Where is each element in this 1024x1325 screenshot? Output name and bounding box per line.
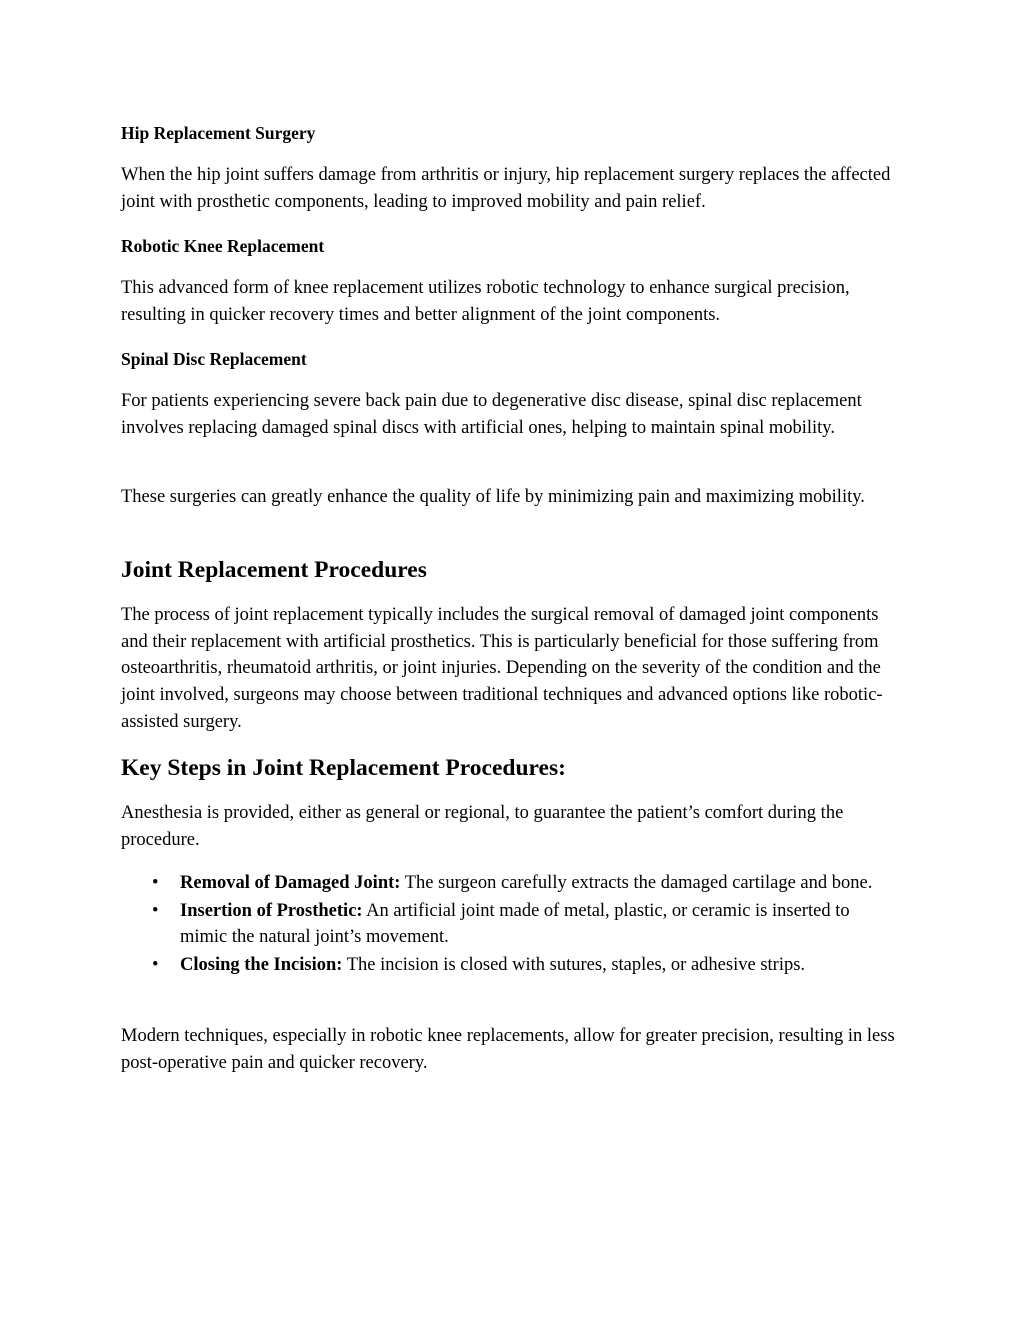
step-text: An artificial joint made of metal, plastic, or ceramic is inserted to mimic the natural joint’s movement. bbox=[180, 900, 850, 948]
step-text: The incision is closed with sutures, staples, or adhesive strips. bbox=[342, 955, 806, 976]
spinal-disc-paragraph: For patients experiencing severe back pain due to degenerative disc disease, spinal disc replacement involves replacing damaged spinal discs with artificial ones, helping to maintain spinal mobility. bbox=[121, 391, 862, 438]
hip-replacement-paragraph: When the hip joint suffers damage from arthritis or injury, hip replacement surgery replaces the affected joint with prosthetic components, leading to improved mobility and pain relief. bbox=[121, 165, 891, 212]
step-term: Removal of Damaged Joint: bbox=[180, 873, 401, 893]
robotic-knee-heading: Robotic Knee Replacement bbox=[121, 236, 325, 256]
bullet-icon: • bbox=[152, 955, 159, 976]
summary-paragraph: These surgeries can greatly enhance the quality of life by minimizing pain and maximizing mobility. bbox=[121, 487, 865, 507]
procedures-paragraph: The process of joint replacement typically includes the surgical removal of damaged joint components and their replacement with artificial prosthetics. This is particularly beneficial for those suffering from osteoarthritis, rheumatoid arthritis, or joint injuries. Depending on the severity of the condition and the joint involved, surgeons may choose between traditional techniques and advanced options like robotic-assisted surgery. bbox=[121, 605, 883, 732]
bullet-icon: • bbox=[152, 900, 159, 921]
hip-replacement-heading: Hip Replacement Surgery bbox=[121, 123, 316, 143]
spinal-disc-heading: Spinal Disc Replacement bbox=[121, 349, 307, 369]
list-item bbox=[121, 952, 896, 979]
bullet-icon: • bbox=[152, 873, 159, 893]
anesthesia-paragraph: Anesthesia is provided, either as general or regional, to guarantee the patient’s comfort during the procedure. bbox=[121, 803, 844, 850]
key-steps-list bbox=[121, 870, 896, 980]
joint-replacement-procedures-heading: Joint Replacement Procedures bbox=[121, 557, 427, 583]
step-term: Closing the Incision: bbox=[180, 955, 343, 976]
list-item bbox=[121, 870, 896, 897]
step-term: Insertion of Prosthetic: bbox=[180, 900, 363, 921]
step-text: The surgeon carefully extracts the damaged cartilage and bone. bbox=[400, 873, 873, 893]
key-steps-heading: Key Steps in Joint Replacement Procedures: bbox=[121, 755, 566, 781]
robotic-knee-paragraph: This advanced form of knee replacement utilizes robotic technology to enhance surgical precision, resulting in quicker recovery times and better alignment of the joint components. bbox=[121, 278, 850, 325]
closing-paragraph: Modern techniques, especially in robotic knee replacements, allow for greater precision, resulting in less post-operative pain and quicker recovery. bbox=[121, 1026, 895, 1073]
list-item bbox=[121, 898, 896, 951]
